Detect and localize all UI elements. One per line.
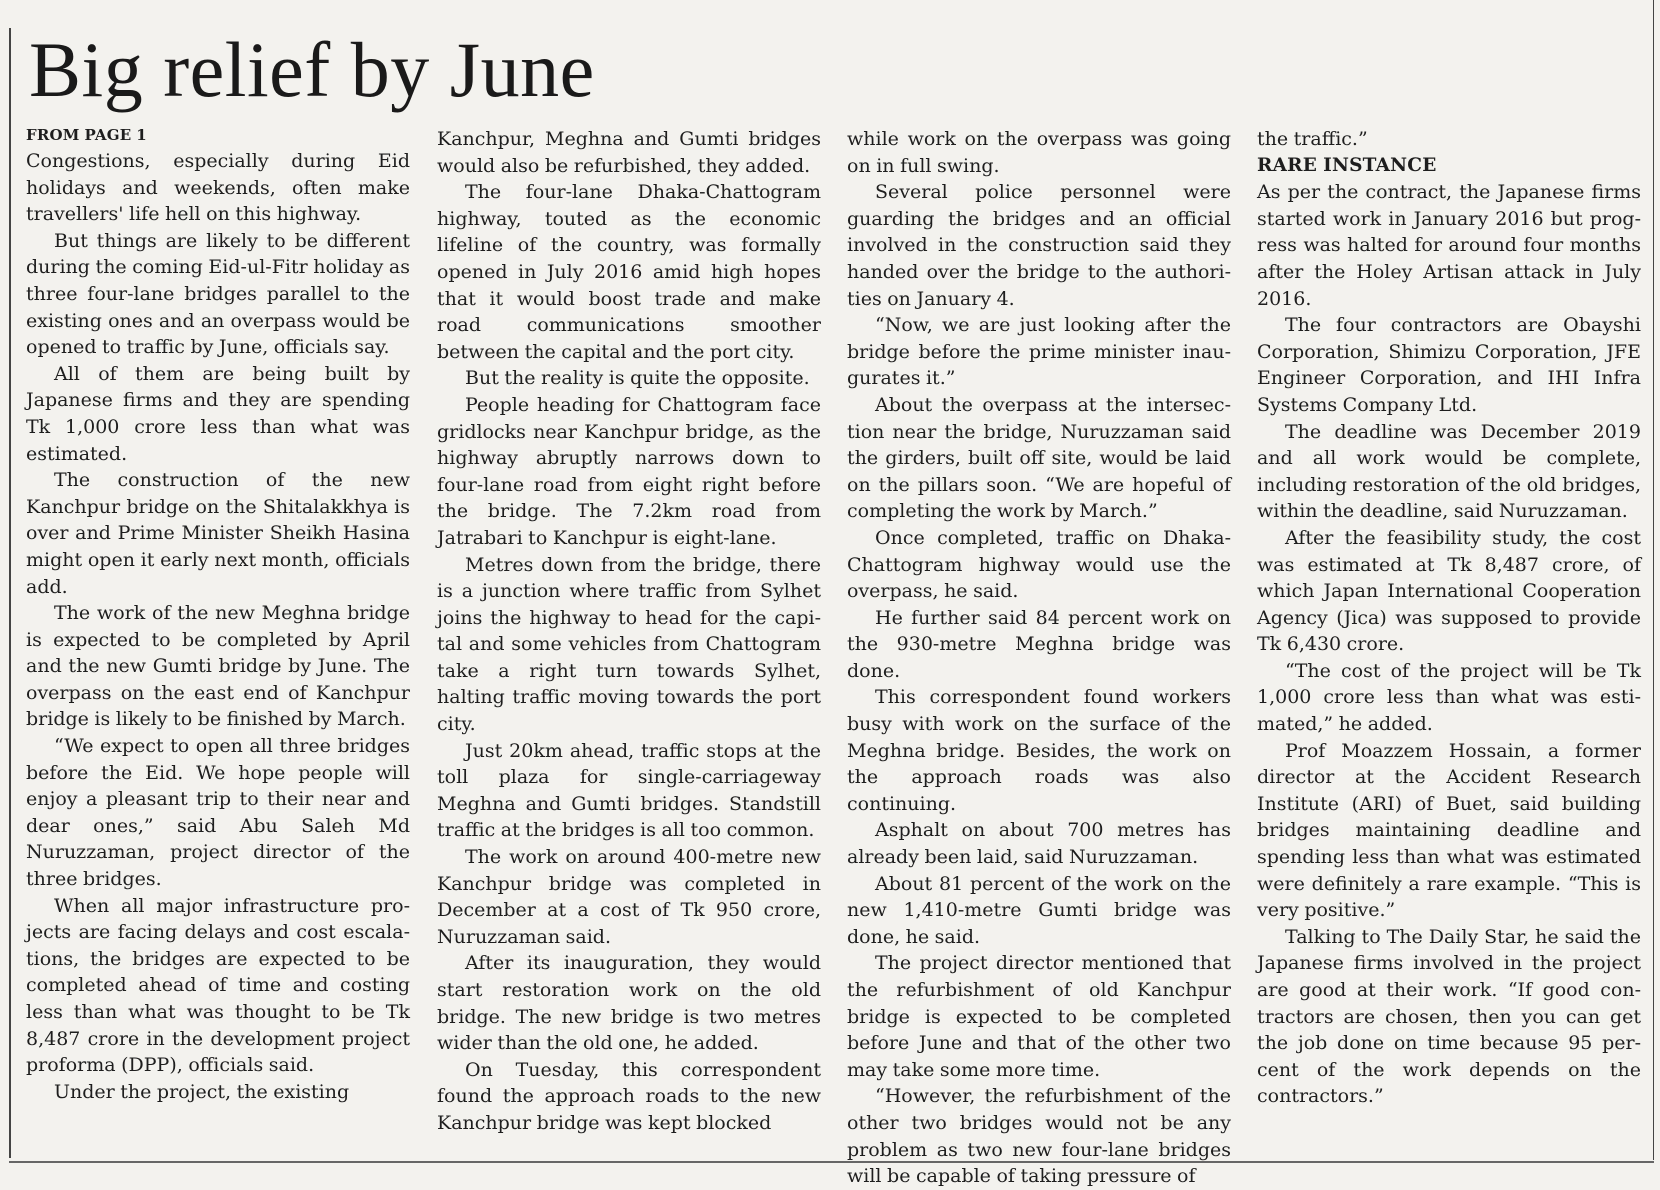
paragraph: Congestions, especially during Eid holidays and weekends, often make travellers' life hell on this highway.	[26, 150, 410, 226]
paragraph: “Now, we are just looking after the bridge before the prime minister inaugurates it.”	[847, 314, 1231, 390]
paragraph: “The cost of the project will be Tk 1,000 crore less than what was estimated,” he added.	[1257, 659, 1641, 736]
paragraph: Several police personnel were guarding the bridges and an official involved in the construction said they handed over the bridge to the authorities on January 4.	[847, 181, 1231, 310]
column-1	[26, 126, 410, 1141]
paragraph: the traffic.”	[1257, 128, 1368, 150]
column-4	[1257, 126, 1641, 1141]
paragraph: Metres down from the bridge, there is a junction where traffic from Sylhet joins the highway to head for the capital and some vehicles from Chattogram take a right turn towards Sylhet, halting traffic moving towards the port city.	[437, 553, 821, 736]
column-3	[847, 126, 1231, 1188]
column-2	[437, 126, 821, 1141]
paragraph: The deadline was December 2019 and all work would be complete, including restoration of the old bridges, within the deadline, said Nuruzzaman.	[1257, 420, 1641, 523]
bottom-rule	[9, 1161, 1654, 1163]
paragraph: while work on the overpass was going on in full swing.	[847, 128, 1231, 177]
paragraph: This correspondent found workers busy with work on the surface of the Meghna bridge. Besides, the work on the approach roads was also continuing.	[847, 686, 1231, 815]
paragraph: After the feasibility study, the cost was estimated at Tk 8,487 crore, of which Japan International Cooperation Agency (Jica) was supposed to provide Tk 6,430 crore.	[1257, 526, 1641, 656]
paragraph: All of them are being built by Japanese firms and they are spending Tk 1,000 crore less than what was estimated.	[26, 362, 410, 465]
paragraph: The work on around 400-metre new Kanchpur bridge was completed in December at a cost of Tk 950 crore, Nuruzzaman said.	[437, 846, 821, 948]
paragraph: “We expect to open all three bridges before the Eid. We hope people will enjoy a pleasant trip to their near and dear ones,” said Abu Saleh Md Nuruzzaman, project director of the three bridges.	[26, 735, 410, 891]
paragraph: Just 20km ahead, traffic stops at the toll plaza for single-carriageway Meghna and Gumti bridges. Standstill traffic at the bridges is all too common.	[437, 739, 821, 842]
paragraph: Prof Moazzem Hossain, a former director at the Accident Research Institute (ARI) of Buet, said building bridges maintaining deadline and spending less than what was estimated were definitely a rare example. “This is very positive.”	[1257, 739, 1641, 922]
paragraph: After its inauguration, they would start restoration work on the old bridge. The new bridge is two metres wider than the old one, he added.	[437, 952, 821, 1055]
paragraph: About the overpass at the intersection near the bridge, Nuruzzaman said the girders, built off site, would be laid on the pillars soon. “We are hopeful of completing the work by March.”	[847, 393, 1231, 523]
subhead: RARE INSTANCE	[1257, 154, 1437, 176]
paragraph: Once completed, traffic on Dhaka-Chattogram highway would use the overpass, he said.	[847, 526, 1231, 603]
left-column-rule	[9, 28, 11, 1158]
paragraph: The four contractors are Obayshi Corporation, Shimizu Corporation, JFE Engineer Corporation, and IHI Infra Systems Company Ltd.	[1257, 314, 1641, 416]
jump-line: FROM PAGE 1	[26, 126, 147, 144]
headline: Big relief by June	[29, 26, 595, 113]
paragraph: Asphalt on about 700 metres has already been laid, said Nuruzzaman.	[847, 819, 1231, 869]
paragraph: On Tuesday, this correspondent found the approach roads to the new Kanchpur bridge was kept blocked	[437, 1058, 821, 1134]
paragraph: When all major infrastructure projects are facing delays and cost escalations, the bridges are expected to be completed ahead of time and costing less than what was thought to be Tk 8,487 crore in the development project proforma (DPP), officials said.	[26, 894, 410, 1077]
paragraph: The four-lane Dhaka-Chattogram highway, touted as the economic lifeline of the country, was formally opened in July 2016 amid high hopes that it would boost trade and make road communications smoother between the capital and the port city.	[437, 181, 821, 363]
paragraph: The construction of the new Kanchpur bridge on the Shitalakkhya is over and Prime Minister Sheikh Hasina might open it early next month, officials add.	[26, 469, 410, 598]
paragraph: The work of the new Meghna bridge is expected to be completed by April and the new Gumti bridge by June. The overpass on the east end of Kanchpur bridge is likely to be finished by March.	[26, 602, 410, 731]
paragraph: He further said 84 percent work on the 930-metre Meghna bridge was done.	[847, 606, 1231, 682]
paragraph: Under the project, the existing	[54, 1080, 350, 1103]
paragraph: The project director mentioned that the refurbishment of old Kanchpur bridge is expected to be completed before June and that of the other two may take some more time.	[847, 952, 1231, 1081]
right-column-rule	[1653, 0, 1655, 1160]
paragraph: Kanchpur, Meghna and Gumti bridges would also be refurbished, they added.	[437, 128, 821, 177]
paragraph: Talking to The Daily Star, he said the Japanese firms involved in the project are good at their work. “If good contractors are chosen, then you can get the job done on time because 95 percent of the work depends on the contractors.”	[1257, 925, 1641, 1108]
paragraph: But the reality is quite the opposite.	[465, 367, 810, 390]
paragraph: “However, the refurbishment of the other two bridges would not be any problem as two new four-lane bridges will be capable of taking pressure of	[847, 1085, 1231, 1188]
paragraph: As per the contract, the Japanese firms started work in January 2016 but progress was halted for around four months after the Holey Artisan attack in July 2016.	[1257, 181, 1641, 310]
paragraph: But things are likely to be different during the coming Eid-ul-Fitr holiday as three four-lane bridges parallel to the existing ones and an overpass would be opened to traffic by June, officials say.	[26, 229, 410, 359]
paragraph: About 81 percent of the work on the new 1,410-metre Gumti bridge was done, he said.	[847, 872, 1231, 948]
paragraph: People heading for Chattogram face gridlocks near Kanchpur bridge, as the highway abruptly narrows down to four-lane road from eight right before the bridge. The 7.2km road from Jatrabari to Kanchpur is eight-lane.	[437, 393, 821, 549]
